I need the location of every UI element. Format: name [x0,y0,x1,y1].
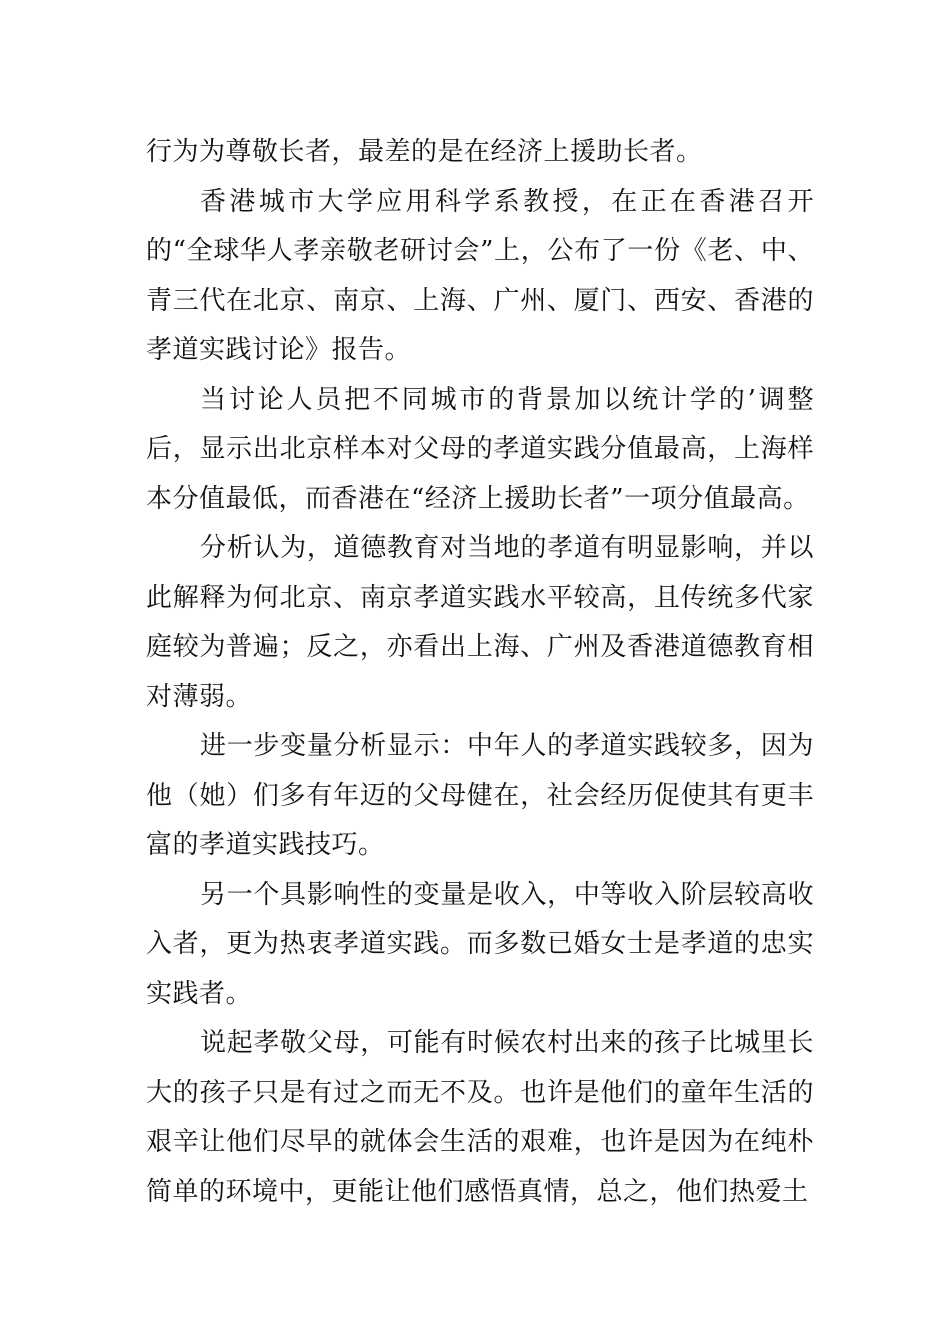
paragraph: 进一步变量分析显示：中年人的孝道实践较多，因为他（她）们多有年迈的父母健在，社会经历促使其有更丰富的孝道实践技巧。 [146,731,814,860]
document-body [146,128,814,1217]
paragraph-continuation: 行为为尊敬长者，最差的是在经济上援助长者。 [146,137,703,167]
paragraph: 说起孝敬父母，可能有时候农村出来的孩子比城里长大的孩子只是有过之而无不及。也许是他们的童年生活的艰辛让他们尽早的就体会生活的艰难，也许是因为在纯朴简单的环境中，更能让他们感悟真情，总之，他们热爱土 [146,1028,814,1207]
paragraph: 香港城市大学应用科学系教授，在正在香港召开的“全球华人孝亲敬老研讨会”上，公布了一份《老、中、青三代在北京、南京、上海、广州、厦门、西安、香港的孝道实践讨论》报告。 [146,186,814,365]
paragraph: 当讨论人员把不同城市的背景加以统计学的’调整后，显示出北京样本对父母的孝道实践分值最高，上海样本分值最低，而香港在“经济上援助长者”一项分值最高。 [146,384,814,514]
paragraph: 分析认为，道德教育对当地的孝道有明显影响，并以此解释为何北京、南京孝道实践水平较高，且传统多代家庭较为普遍；反之，亦看出上海、广州及香港道德教育相对薄弱。 [146,533,814,712]
paragraph: 另一个具影响性的变量是收入，中等收入阶层较高收入者，更为热衷孝道实践。而多数已婚女士是孝道的忠实实践者。 [146,879,814,1009]
